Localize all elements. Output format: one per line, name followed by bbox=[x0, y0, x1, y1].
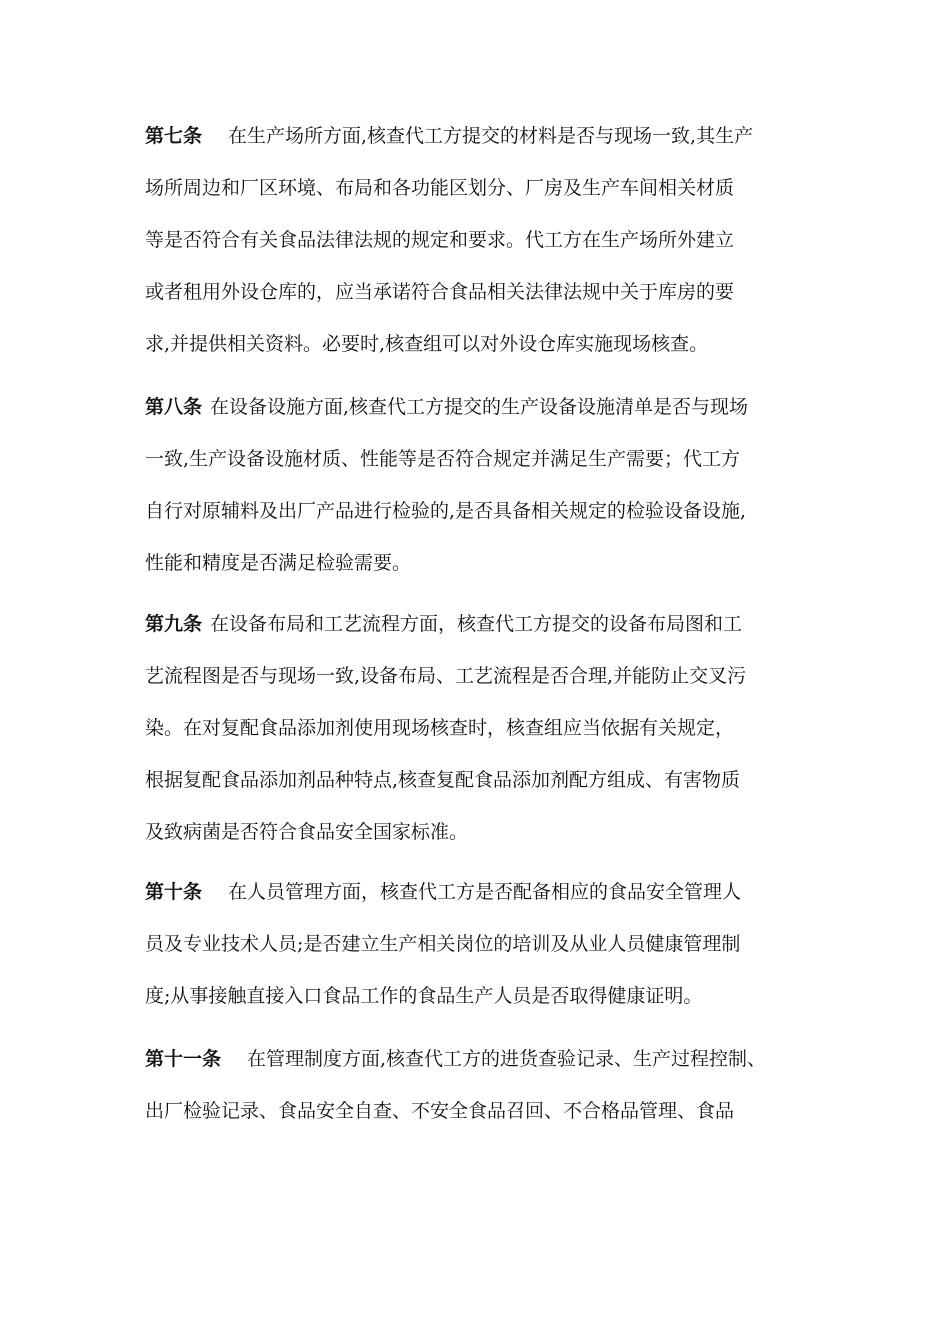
article-text: 在设备设施方面,核查代工方提交的生产设备设施清单是否与现场 bbox=[210, 396, 749, 418]
article-line bbox=[145, 1033, 815, 1085]
article-line: 场所周边和厂区环境、布局和各功能区划分、厂房及生产车间相关材质 bbox=[145, 177, 735, 199]
article-10 bbox=[145, 866, 815, 1022]
article-9 bbox=[145, 598, 815, 858]
article-text: 在生产场所方面,核查代工方提交的材料是否与现场一致,其生产 bbox=[228, 125, 754, 147]
article-line: 性能和精度是否满足检验需要。 bbox=[145, 552, 412, 574]
article-text: 在管理制度方面,核查代工方的进货查验记录、生产过程控制、 bbox=[247, 1048, 767, 1070]
article-line: 及致病菌是否符合食品安全国家标准。 bbox=[145, 821, 469, 843]
article-line: 等是否符合有关食品法律法规的规定和要求。代工方在生产场所外建立 bbox=[145, 229, 735, 251]
article-heading: 第九条 bbox=[145, 613, 203, 635]
article-heading: 第八条 bbox=[145, 396, 203, 418]
article-8 bbox=[145, 381, 815, 589]
article-line: 染。在对复配食品添加剂使用现场核查时，核查组应当依据有关规定， bbox=[145, 717, 735, 739]
article-line: 根据复配食品添加剂品种特点,核查复配食品添加剂配方组成、有害物质 bbox=[145, 769, 741, 791]
article-line bbox=[145, 866, 815, 918]
article-line: 自行对原辅料及出厂产品进行检验的,是否具备相关规定的检验设备设施, bbox=[145, 500, 747, 522]
article-line: 度;从事接触直接入口食品工作的食品生产人员是否取得健康证明。 bbox=[145, 985, 703, 1007]
article-line: 员及专业技术人员;是否建立生产相关岗位的培训及从业人员健康管理制 bbox=[145, 933, 741, 955]
article-line bbox=[145, 381, 815, 433]
article-text: 在设备布局和工艺流程方面，核查代工方提交的设备布局图和工 bbox=[210, 613, 743, 635]
article-line bbox=[145, 598, 815, 650]
article-heading: 第十一条 bbox=[145, 1048, 222, 1070]
article-line: 或者租用外设仓库的，应当承诺符合食品相关法律法规中关于库房的要 bbox=[145, 281, 735, 303]
article-line: 出厂检验记录、食品安全自查、不安全食品召回、不合格品管理、食品 bbox=[145, 1100, 735, 1122]
article-text: 在人员管理方面，核查代工方是否配备相应的食品安全管理人 bbox=[228, 881, 742, 903]
article-line: 一致,生产设备设施材质、性能等是否符合规定并满足生产需要；代工方 bbox=[145, 448, 741, 470]
article-7 bbox=[145, 110, 815, 370]
article-heading: 第七条 bbox=[145, 125, 203, 147]
article-line bbox=[145, 110, 815, 162]
article-line: 求,并提供相关资料。必要时,核查组可以对外设仓库实施现场核查。 bbox=[145, 333, 709, 355]
article-heading: 第十条 bbox=[145, 881, 203, 903]
article-line: 艺流程图是否与现场一致,设备布局、工艺流程是否合理,并能防止交叉污 bbox=[145, 665, 747, 687]
article-11 bbox=[145, 1033, 815, 1137]
